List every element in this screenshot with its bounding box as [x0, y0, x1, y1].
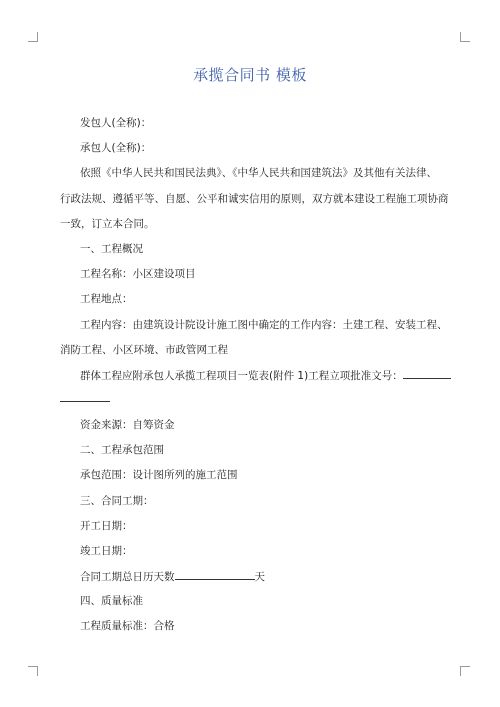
- page-corner-mark: [460, 666, 470, 676]
- fill-in-blank: [403, 368, 451, 379]
- fill-in-blank: [60, 391, 110, 402]
- days-unit: 天: [254, 571, 265, 583]
- funding-source-line: 资金来源：自筹资金: [80, 419, 175, 431]
- approval-number-line: [80, 368, 451, 383]
- section-heading: 一、工程概况: [80, 243, 143, 255]
- total-days-label: 合同工期总日历天数: [80, 571, 175, 583]
- project-name-line: 工程名称：小区建设项目: [80, 268, 196, 280]
- preamble-paragraph-line: 行政法规、遵循平等、自愿、公平和诚实信用的原则，双方就本建设工程施工项协商: [60, 193, 449, 205]
- total-days-line: [80, 569, 265, 584]
- project-location-line: 工程地点：: [80, 293, 133, 305]
- fill-in-blank: [175, 569, 255, 580]
- start-date-line: 开工日期：: [80, 520, 133, 532]
- quality-standard-line: 工程质量标准：合格: [80, 620, 175, 632]
- page-corner-mark: [28, 666, 38, 676]
- document-title: 承揽合同书 模板: [193, 66, 307, 84]
- project-content-line: 工程内容：由建筑设计院设计施工图中确定的工作内容：土建工程、安装工程、: [80, 319, 448, 331]
- contractor-name-line: 承包人(全称)：: [80, 142, 152, 154]
- completion-date-line: 竣工日期：: [80, 545, 133, 557]
- page-corner-mark: [460, 32, 470, 42]
- approval-number-continuation: [60, 391, 110, 406]
- preamble-paragraph-line: 一致，订立本合同。: [60, 218, 155, 230]
- page-corner-mark: [28, 32, 38, 42]
- project-content-line: 消防工程、小区环境、市政管网工程: [60, 344, 228, 356]
- employer-name-line: 发包人(全称)：: [80, 117, 152, 129]
- contract-scope-line: 承包范围：设计图所列的施工范围: [80, 469, 238, 481]
- section-heading: 四、质量标准: [80, 595, 143, 607]
- section-heading: 三、合同工期：: [80, 495, 154, 507]
- section-heading: 二、工程承包范围: [80, 444, 164, 456]
- preamble-paragraph-line: 依照《中华人民共和国民法典》、《中华人民共和国建筑法》及其他有关法律、: [80, 167, 437, 179]
- approval-number-label: 群体工程应附承包人承揽工程项目一览表(附件 1)工程立项批准文号：: [80, 370, 403, 382]
